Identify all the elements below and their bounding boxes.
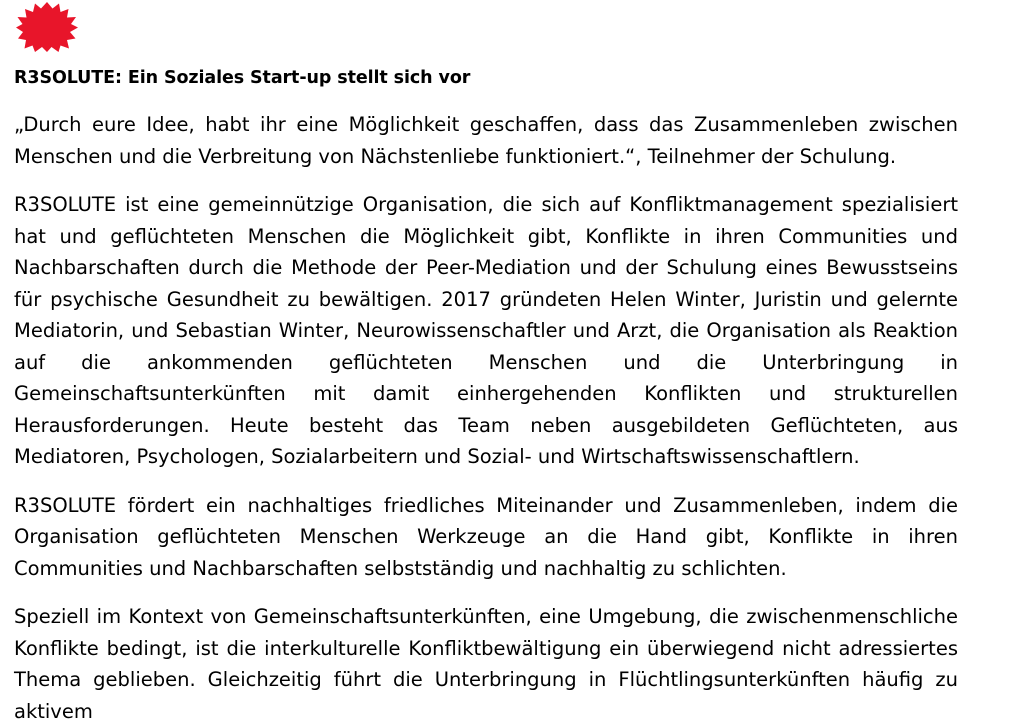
paragraph-context: Speziell im Kontext von Gemeinschaftsunterkünften, eine Umgebung, die zwischenmenschliche Konflikte bedingt, ist die interkulturelle Konfliktbewältigung ein überwiegend nicht adressiertes Thema geblieben. Gleichzeitig führt die Unterbringung in Flüchtlingsunterkünften häufig zu aktivem: [14, 605, 958, 723]
paragraph-mission: R3SOLUTE fördert ein nachhaltiges friedliches Miteinander und Zusammenleben, indem die Organisation geflüchteten Menschen Werkzeuge an die Hand gibt, Konflikte in ihren Communities und Nachbarschaften selbstständig und nachhaltig zu schlichten.: [14, 493, 958, 580]
starburst-icon: [16, 2, 78, 52]
paragraph-about: R3SOLUTE ist eine gemeinnützige Organisation, die sich auf Konfliktmanagement spezialisiert hat und geflüchteten Menschen die Möglichkeit gibt, Konflikte in ihren Communities und Nachbarschaften durch die Methode der Peer-Mediation und der Schulung eines Bewusstseins für psychische Gesundheit zu bewältigen. 2017 gründeten Helen Winter, Juristin und gelernte Mediatorin, und Sebastian Winter, Neurowissenschaftler und Arzt, die Organisation als Reaktion auf die ankommenden geflüchteten Menschen und die Unterbringung in Gemeinschaftsunterkünften mit damit einhergehenden Konflikten und strukturellen Herausforderungen. Heute besteht das Team neben ausgebildeten Geflüchteten, aus Mediatoren, Psychologen, Sozialarbeitern und Sozial- und Wirtschaftswissenschaftlern.: [14, 193, 958, 468]
logo-area: [14, 0, 958, 68]
paragraph-quote: „Durch eure Idee, habt ihr eine Möglichkeit geschaffen, dass das Zusammenleben zwischen Menschen und die Verbreitung von Nächstenliebe funktioniert.“, Teilnehmer der Schulung.: [14, 113, 958, 168]
page-title: R3SOLUTE: Ein Soziales Start-up stellt sich vor: [14, 68, 471, 88]
